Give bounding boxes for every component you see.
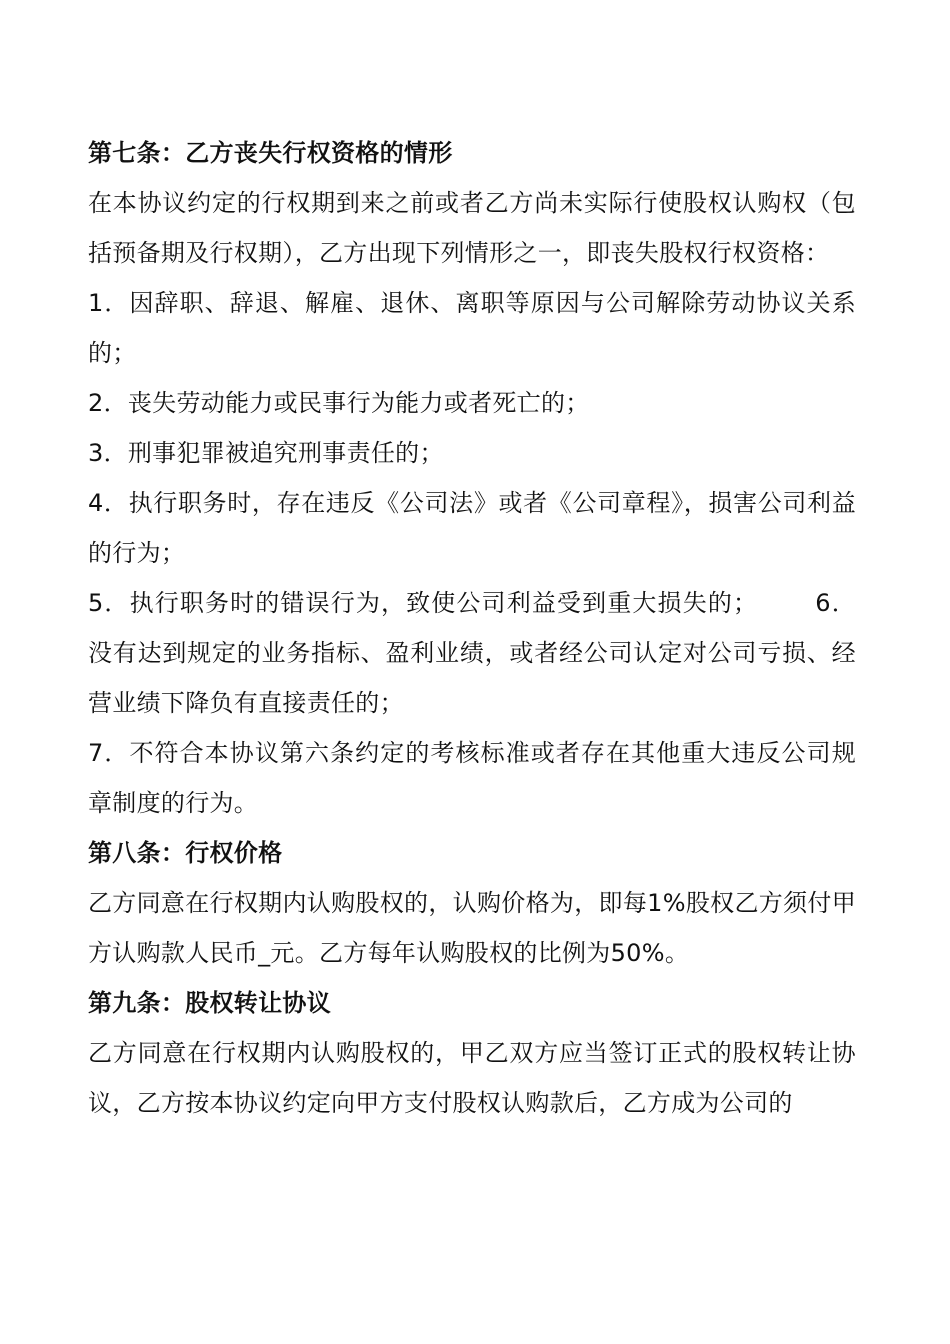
section-8-body: 乙方同意在行权期内认购股权的，认购价格为，即每1%股权乙方须付甲方认购款人民币_元。乙方每年认购股权的比例为50%。 [88, 889, 856, 967]
list-item-text: 执行职务时，存在违反《公司法》或者《公司章程》，损害公司利益的行为； [88, 489, 856, 567]
list-item-number: 6． [815, 589, 857, 617]
list-item-5-6 [88, 578, 856, 728]
list-item-number: 4． [88, 489, 129, 517]
list-item-number: 5． [88, 589, 130, 617]
section-7-intro: 在本协议约定的行权期到来之前或者乙方尚未实际行使股权认购权（包括预备期及行权期），乙方出现下列情形之一，即丧失股权行权资格： [88, 189, 856, 267]
list-item-4 [88, 478, 856, 578]
document-content [88, 128, 856, 1128]
list-item-7 [88, 728, 856, 828]
list-item-text: 不符合本协议第六条约定的考核标准或者存在其他重大违反公司规章制度的行为。 [88, 739, 856, 817]
section-7-title: 第七条：乙方丧失行权资格的情形 [88, 139, 453, 167]
section-9-body: 乙方同意在行权期内认购股权的，甲乙双方应当签订正式的股权转让协议，乙方按本协议约定向甲方支付股权认购款后，乙方成为公司的 [88, 1039, 856, 1117]
section-9-title: 第九条：股权转让协议 [88, 989, 331, 1017]
list-item-text: 丧失劳动能力或民事行为能力或者死亡的； [127, 389, 590, 417]
list-item-number: 3． [88, 439, 128, 467]
list-item-number: 2． [88, 389, 128, 417]
list-item-number: 1． [88, 289, 130, 317]
section-8-title: 第八条：行权价格 [88, 839, 283, 867]
list-item-3 [88, 428, 856, 478]
list-item-number: 7． [88, 739, 130, 767]
list-item-text: 因辞职、辞退、解雇、退休、离职等原因与公司解除劳动协议关系的； [88, 289, 856, 367]
list-item-1 [88, 278, 856, 378]
list-item-text: 执行职务时的错误行为，致使公司利益受到重大损失的； [129, 589, 758, 617]
list-item-text: 没有达到规定的业务指标、盈利业绩，或者经公司认定对公司亏损、经营业绩下降负有直接责任的； [88, 639, 856, 717]
list-item-text: 刑事犯罪被追究刑事责任的； [127, 439, 444, 467]
list-item-2 [88, 378, 856, 428]
